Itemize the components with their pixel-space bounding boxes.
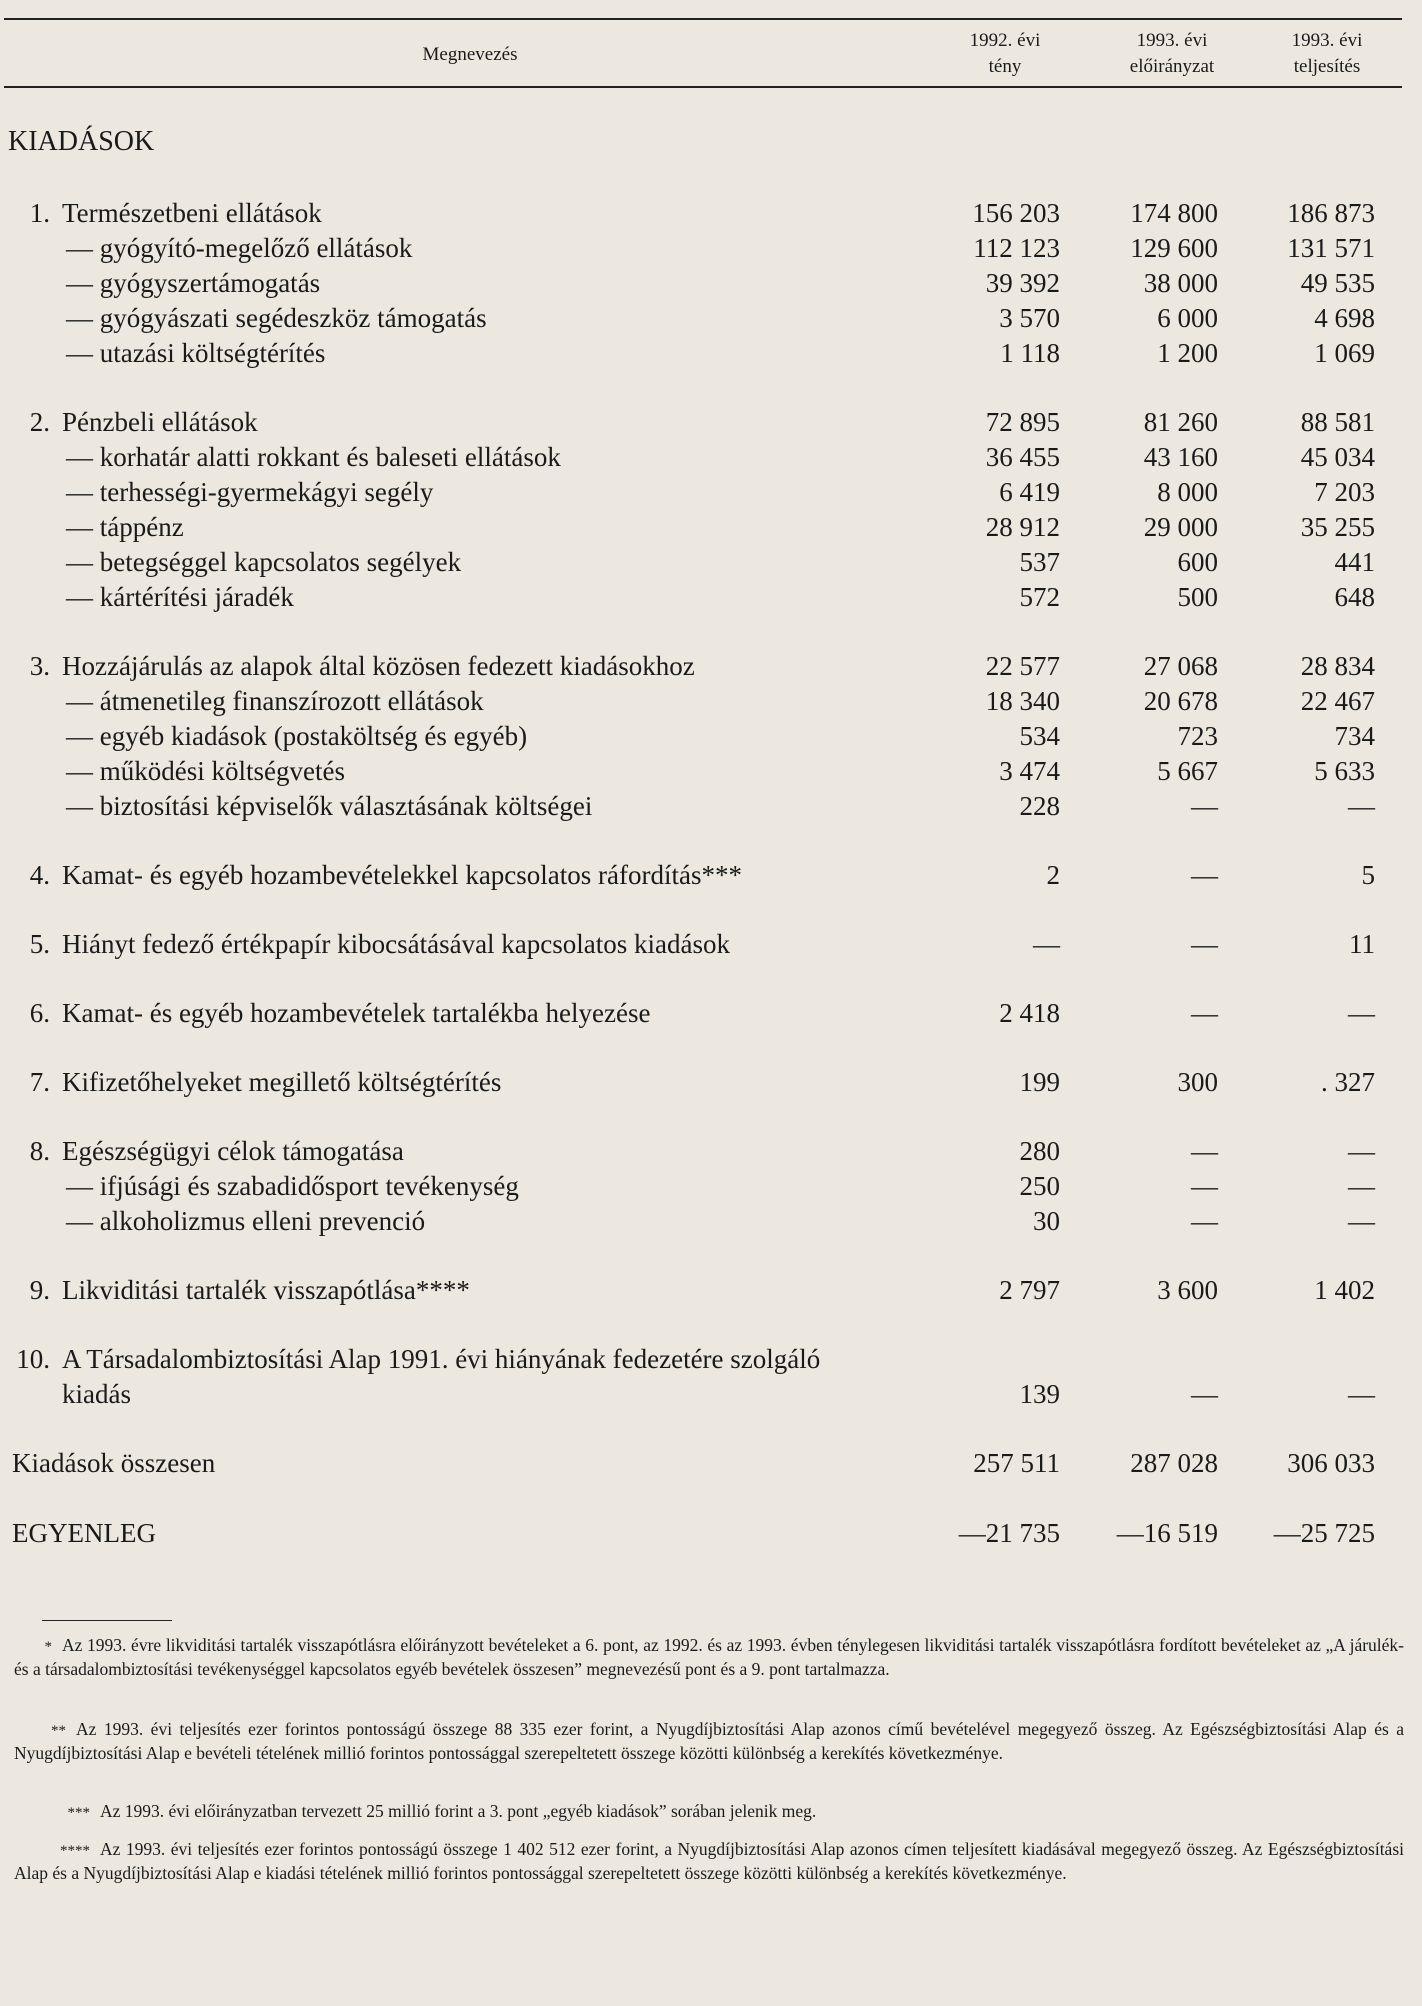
row-label: — alkoholizmus elleni prevenció — [66, 1206, 426, 1236]
value-1993-actual: 131 571 — [1287, 233, 1375, 263]
row-label: — betegséggel kapcsolatos segélyek — [66, 547, 462, 577]
value-1993-actual: —25 725 — [1273, 1518, 1375, 1548]
row-label: Kifizetőhelyeket megillető költségtérítés — [62, 1067, 502, 1097]
table-row — [0, 440, 1422, 474]
value-1992-fact: 36 455 — [985, 442, 1060, 472]
table-row — [0, 545, 1422, 579]
header-col-1993-plan — [1087, 28, 1257, 80]
value-1993-actual: 734 — [1334, 721, 1375, 751]
row-number: 1. — [29, 198, 50, 228]
value-1992-fact: 257 511 — [973, 1448, 1060, 1478]
header-col-1993-actual-line2: teljesítés — [1293, 56, 1361, 77]
table-row — [0, 996, 1422, 1030]
row-label: — ifjúsági és szabadidősport tevékenység — [66, 1171, 519, 1201]
value-1993-actual: — — [1348, 1171, 1375, 1201]
value-1993-actual: — — [1348, 1136, 1375, 1166]
value-1992-fact: 534 — [1019, 721, 1060, 751]
row-number: 5. — [29, 929, 50, 959]
value-1993-plan: 500 — [1177, 582, 1218, 612]
value-1993-plan: 1 200 — [1157, 338, 1218, 368]
table-row — [0, 1377, 1422, 1411]
table-row — [0, 266, 1422, 300]
table-row — [0, 1446, 1422, 1480]
row-label: — gyógyító-megelőző ellátások — [66, 233, 413, 263]
table-row — [0, 301, 1422, 335]
row-label: — terhességi-gyermekágyi segély — [66, 477, 434, 507]
value-1993-actual: 49 535 — [1300, 268, 1375, 298]
value-1993-plan: 723 — [1177, 721, 1218, 751]
value-1993-actual: 88 581 — [1300, 407, 1375, 437]
table-row — [0, 1204, 1422, 1238]
value-1993-actual: 186 873 — [1287, 198, 1375, 228]
value-1992-fact: 156 203 — [972, 198, 1060, 228]
row-number: 3. — [29, 651, 50, 681]
value-1993-actual: 45 034 — [1300, 442, 1375, 472]
value-1993-actual: 5 633 — [1314, 756, 1375, 786]
value-1992-fact: 1 118 — [1000, 338, 1060, 368]
value-1993-plan: 3 600 — [1157, 1275, 1218, 1305]
table-row — [0, 754, 1422, 788]
value-1992-fact: 2 418 — [999, 998, 1060, 1028]
value-1992-fact: 228 — [1019, 791, 1060, 821]
value-1992-fact: 112 123 — [973, 233, 1060, 263]
value-1992-fact: 2 797 — [999, 1275, 1060, 1305]
value-1993-plan: — — [1191, 1379, 1218, 1409]
footnote-text: Az 1993. évi teljesítés ezer forintos pontosságú összege 1 402 512 ezer forint, a Nyugdíjbiztosítási Alap azonos címen teljesített kiadásával megegyező összeg. Az Egészségbiztosítási Alap és a Nyugdíjbiztosítási Alap e kiadási tételének millió forintos pontossággal szerepeltetett összege közötti különbség a kerekítés következménye. — [14, 1839, 1404, 1883]
value-1992-fact: 280 — [1019, 1136, 1060, 1166]
table-row — [0, 1342, 1422, 1376]
row-label: kiadás — [62, 1379, 131, 1409]
value-1993-plan: 81 260 — [1143, 407, 1218, 437]
row-label: Hiányt fedező értékpapír kibocsátásával kapcsolatos kiadások — [62, 929, 730, 959]
section-title: KIADÁSOK — [8, 126, 155, 157]
footnote-text: Az 1993. évi előirányzatban tervezett 25 millió forint a 3. pont „egyéb kiadások” sorában jelenik meg. — [100, 1801, 817, 1821]
value-1993-actual: 7 203 — [1314, 477, 1375, 507]
value-1992-fact: 18 340 — [985, 686, 1060, 716]
value-1992-fact: 6 419 — [999, 477, 1060, 507]
row-label: Egészségügyi célok támogatása — [62, 1136, 404, 1166]
value-1993-plan: — — [1191, 791, 1218, 821]
row-label: — átmenetileg finanszírozott ellátások — [66, 686, 484, 716]
value-1993-actual: — — [1348, 1379, 1375, 1409]
value-1992-fact: 3 570 — [999, 303, 1060, 333]
value-1993-plan: — — [1191, 998, 1218, 1028]
header-col-1992-line2: tény — [988, 56, 1022, 77]
value-1993-actual: 28 834 — [1300, 651, 1375, 681]
row-label: Likviditási tartalék visszapótlása**** — [62, 1275, 470, 1305]
value-1993-actual: 1 402 — [1314, 1275, 1375, 1305]
value-1992-fact: 39 392 — [985, 268, 1060, 298]
value-1992-fact: 199 — [1019, 1067, 1060, 1097]
footnote-text: Az 1993. évre likviditási tartalék visszapótlásra előirányzott bevételeket a 6. pont, az 1992. és az 1993. évben ténylegesen likviditási tartalék visszapótlásra fordított bevételeket az „A járulék- és a társadalombiztosítási tevékenységgel kapcsolatos egyéb bevételek összesen” megnevezésű pont és a 9. pont tartalmazza. — [14, 1635, 1404, 1679]
value-1993-actual: 441 — [1334, 547, 1375, 577]
footnote — [14, 1718, 1404, 1764]
header-col-1992-line1: 1992. évi — [969, 30, 1041, 51]
row-label: Természetbeni ellátások — [62, 198, 322, 228]
footnote-mark: **** — [60, 1843, 90, 1859]
row-label: Kamat- és egyéb hozambevételekkel kapcsolatos ráfordítás*** — [62, 860, 742, 890]
table-row — [0, 1169, 1422, 1203]
table-row — [0, 405, 1422, 439]
row-number: 7. — [29, 1067, 50, 1097]
table-row — [0, 475, 1422, 509]
row-label: EGYENLEG — [12, 1518, 156, 1548]
value-1993-actual: 306 033 — [1287, 1448, 1375, 1478]
value-1992-fact: 139 — [1019, 1379, 1060, 1409]
value-1992-fact: 22 577 — [985, 651, 1060, 681]
row-label: Hozzájárulás az alapok által közösen fedezett kiadásokhoz — [62, 651, 695, 681]
footnote-mark: ** — [51, 1723, 66, 1739]
table-row — [0, 336, 1422, 370]
footnote-rule — [42, 1620, 172, 1621]
table-row — [0, 1516, 1422, 1550]
value-1993-plan: —16 519 — [1116, 1518, 1218, 1548]
value-1993-plan: 20 678 — [1143, 686, 1218, 716]
value-1992-fact: 250 — [1019, 1171, 1060, 1201]
table-row — [0, 196, 1422, 230]
row-number: 9. — [29, 1275, 50, 1305]
row-number: 4. — [29, 860, 50, 890]
table-row — [0, 684, 1422, 718]
value-1992-fact: 28 912 — [985, 512, 1060, 542]
row-label: A Társadalombiztosítási Alap 1991. évi hiányának fedezetére szolgáló — [62, 1344, 821, 1374]
value-1992-fact: 2 — [1046, 860, 1060, 890]
row-label: — gyógyászati segédeszköz támogatás — [66, 303, 487, 333]
table-top-rule — [4, 18, 1402, 20]
value-1993-actual: 1 069 — [1314, 338, 1375, 368]
row-number: 6. — [29, 998, 50, 1028]
header-col-1992-fact — [930, 28, 1080, 80]
row-label: — gyógyszertámogatás — [66, 268, 321, 298]
value-1993-plan: — — [1191, 1136, 1218, 1166]
value-1993-plan: 6 000 — [1157, 303, 1218, 333]
value-1993-actual: 11 — [1349, 929, 1375, 959]
value-1993-actual: — — [1348, 791, 1375, 821]
table-row — [0, 1273, 1422, 1307]
value-1993-plan: 5 667 — [1157, 756, 1218, 786]
footnote — [14, 1634, 1404, 1680]
value-1993-plan: — — [1191, 1171, 1218, 1201]
row-label: Kamat- és egyéb hozambevételek tartalékba helyezése — [62, 998, 651, 1028]
value-1992-fact: 572 — [1019, 582, 1060, 612]
value-1993-plan: 600 — [1177, 547, 1218, 577]
header-col-1993-plan-line1: 1993. évi — [1136, 30, 1208, 51]
row-number: 2. — [29, 407, 50, 437]
table-row — [0, 719, 1422, 753]
table-row — [0, 789, 1422, 823]
table-row — [0, 510, 1422, 544]
value-1992-fact: 3 474 — [999, 756, 1060, 786]
value-1993-plan: 129 600 — [1130, 233, 1218, 263]
value-1993-plan: 174 800 — [1130, 198, 1218, 228]
value-1993-actual: . 327 — [1321, 1067, 1375, 1097]
row-number: 8. — [29, 1136, 50, 1166]
value-1992-fact: 72 895 — [985, 407, 1060, 437]
value-1993-actual: — — [1348, 998, 1375, 1028]
value-1993-plan: 29 000 — [1143, 512, 1218, 542]
row-label: Pénzbeli ellátások — [62, 407, 258, 437]
value-1992-fact: — — [1033, 929, 1060, 959]
value-1993-plan: — — [1191, 1206, 1218, 1236]
value-1993-plan: — — [1191, 860, 1218, 890]
row-label: — biztosítási képviselők választásának költségei — [66, 791, 593, 821]
footnote-mark: * — [44, 1639, 52, 1655]
table-header-rule — [4, 86, 1402, 88]
value-1993-plan: 27 068 — [1143, 651, 1218, 681]
row-label: — utazási költségtérítés — [66, 338, 326, 368]
header-col-1993-actual-line1: 1993. évi — [1291, 30, 1363, 51]
value-1993-plan: 38 000 — [1143, 268, 1218, 298]
row-label: — kártérítési járadék — [66, 582, 294, 612]
table-row — [0, 649, 1422, 683]
row-label: — egyéb kiadások (postaköltség és egyéb) — [66, 721, 528, 751]
footnote — [14, 1838, 1404, 1884]
row-label: — működési költségvetés — [66, 756, 345, 786]
header-col-1993-plan-line2: előirányzat — [1129, 56, 1215, 77]
footnote — [14, 1800, 1404, 1824]
footnote-text: Az 1993. évi teljesítés ezer forintos pontosságú összege 88 335 ezer forint, a Nyugdíjbiztosítási Alap azonos című bevételével megegyező összeg. Az Egészségbiztosítási Alap és a Nyugdíjbiztosítási Alap e bevételi tételének millió forintos pontossággal szerepeltetett összege közötti különbség a kerekítés következménye. — [14, 1719, 1404, 1763]
table-row — [0, 580, 1422, 614]
table-row — [0, 858, 1422, 892]
value-1993-actual: 22 467 — [1300, 686, 1375, 716]
header-col-1993-actual — [1252, 28, 1402, 80]
header-name-column: Megnevezés — [422, 44, 518, 65]
row-number: 10. — [16, 1344, 50, 1374]
value-1992-fact: 30 — [1033, 1206, 1060, 1236]
row-label: — korhatár alatti rokkant és baleseti ellátások — [66, 442, 561, 472]
value-1993-actual: 4 698 — [1314, 303, 1375, 333]
row-label: Kiadások összesen — [12, 1448, 216, 1478]
value-1993-plan: 8 000 — [1157, 477, 1218, 507]
footnote-mark: *** — [67, 1805, 90, 1821]
value-1993-plan: 287 028 — [1130, 1448, 1218, 1478]
table-row — [0, 231, 1422, 265]
value-1993-plan: 43 160 — [1143, 442, 1218, 472]
value-1993-actual: 5 — [1361, 860, 1375, 890]
value-1992-fact: 537 — [1019, 547, 1060, 577]
table-row — [0, 1134, 1422, 1168]
value-1993-actual: 648 — [1334, 582, 1375, 612]
value-1993-actual: — — [1348, 1206, 1375, 1236]
value-1993-plan: — — [1191, 929, 1218, 959]
value-1993-actual: 35 255 — [1300, 512, 1375, 542]
row-label: — táppénz — [66, 512, 184, 542]
table-row — [0, 1065, 1422, 1099]
table-row — [0, 927, 1422, 961]
value-1993-plan: 300 — [1177, 1067, 1218, 1097]
value-1992-fact: —21 735 — [958, 1518, 1060, 1548]
